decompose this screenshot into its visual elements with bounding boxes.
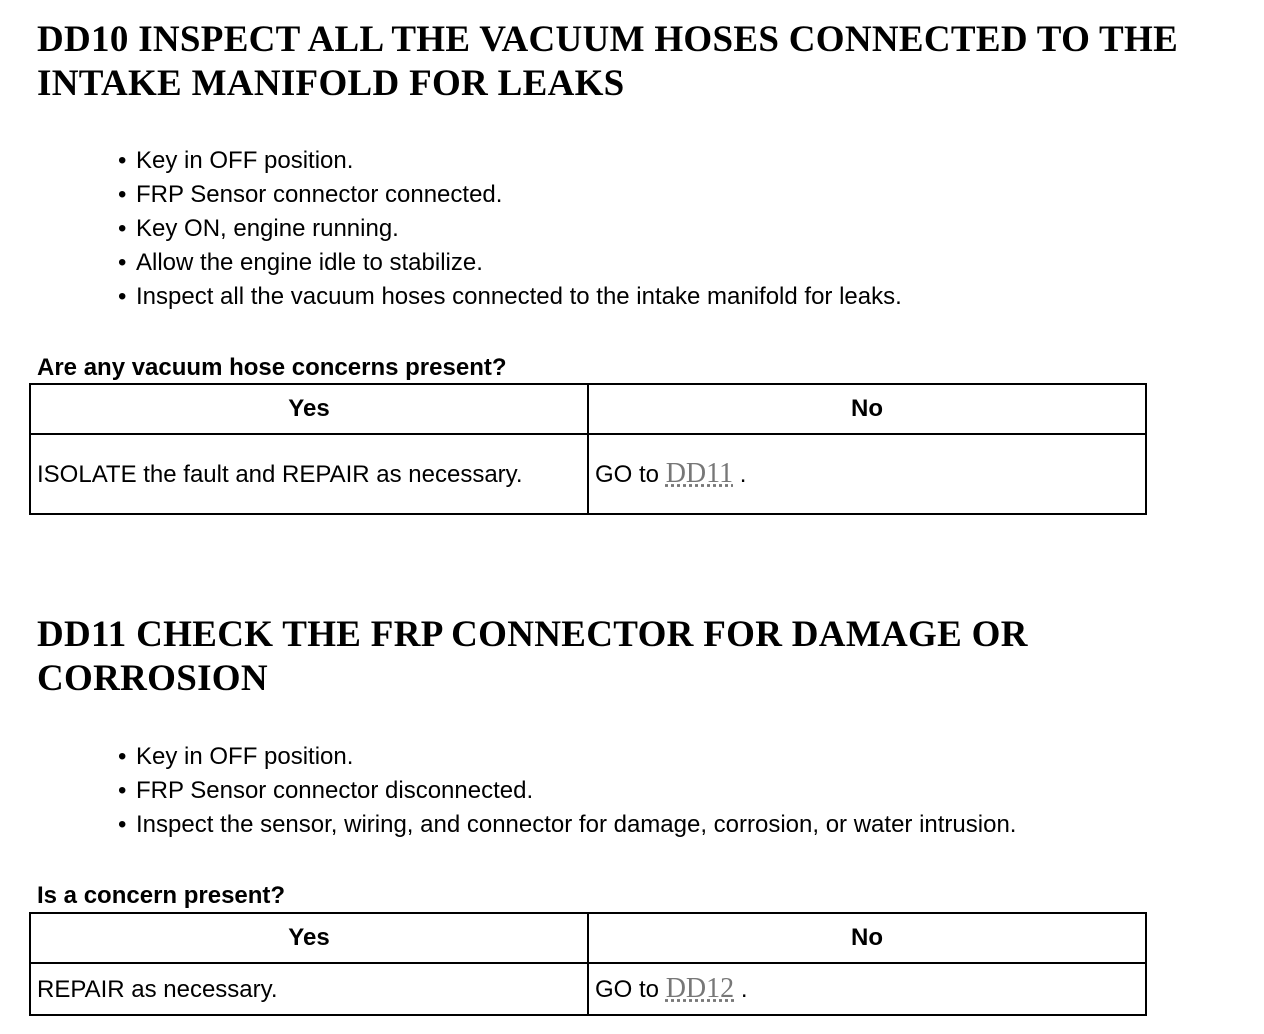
table-header-row [30,384,1146,434]
bullet-icon: • [118,215,127,242]
table-row [30,963,1146,1015]
no-header: No [588,913,1146,963]
yes-header: Yes [30,913,588,963]
section-dd11-heading [37,613,1028,701]
section-dd11-decision-table [29,912,1147,1016]
step-text: Key in OFF position. [136,147,354,174]
go-to-dd11-link[interactable]: DD11 [665,458,734,489]
step-text: Inspect the sensor, wiring, and connector for damage, corrosion, or water intrusion. [136,811,1017,838]
heading-line: INTAKE MANIFOLD FOR LEAKS [37,63,625,104]
section-dd10-decision-table [29,383,1147,515]
bullet-icon: • [118,283,127,310]
section-dd10-steps [118,144,902,314]
no-action-prefix: GO to [595,461,660,488]
step-item [118,280,902,314]
table-header-row [30,913,1146,963]
step-item [118,774,1016,808]
bullet-icon: • [118,249,127,276]
step-item [118,740,1016,774]
step-item [118,808,1016,842]
step-item [118,178,902,212]
bullet-icon: • [118,811,127,838]
section-dd11-steps [118,740,1016,842]
no-action [588,434,1146,514]
yes-action: REPAIR as necessary. [30,963,588,1015]
step-text: FRP Sensor connector disconnected. [136,777,534,804]
section-dd11-question: Is a concern present? [37,882,286,909]
no-action [588,963,1146,1015]
bullet-icon: • [118,181,127,208]
section-dd10-question: Are any vacuum hose concerns present? [37,354,507,381]
no-action-suffix: . [739,461,747,488]
step-text: Key ON, engine running. [136,215,399,242]
no-header: No [588,384,1146,434]
no-action-suffix: . [740,976,748,1003]
bullet-icon: • [118,147,127,174]
step-text: Allow the engine idle to stabilize. [136,249,483,276]
go-to-dd12-link[interactable]: DD12 [665,973,735,1004]
section-dd10-heading [37,18,1178,106]
table-row [30,434,1146,514]
heading-line: DD11 CHECK THE FRP CONNECTOR FOR DAMAGE OR [37,614,1028,655]
step-text: FRP Sensor connector connected. [136,181,503,208]
yes-header: Yes [30,384,588,434]
yes-action: ISOLATE the fault and REPAIR as necessary. [30,434,588,514]
no-action-prefix: GO to [595,976,660,1003]
heading-line: DD10 INSPECT ALL THE VACUUM HOSES CONNECTED TO THE [37,19,1179,60]
step-item [118,144,902,178]
bullet-icon: • [118,777,127,804]
bullet-icon: • [118,743,127,770]
step-text: Key in OFF position. [136,743,354,770]
heading-line: CORROSION [37,658,268,699]
step-text: Inspect all the vacuum hoses connected to the intake manifold for leaks. [136,283,902,310]
step-item [118,212,902,246]
step-item [118,246,902,280]
